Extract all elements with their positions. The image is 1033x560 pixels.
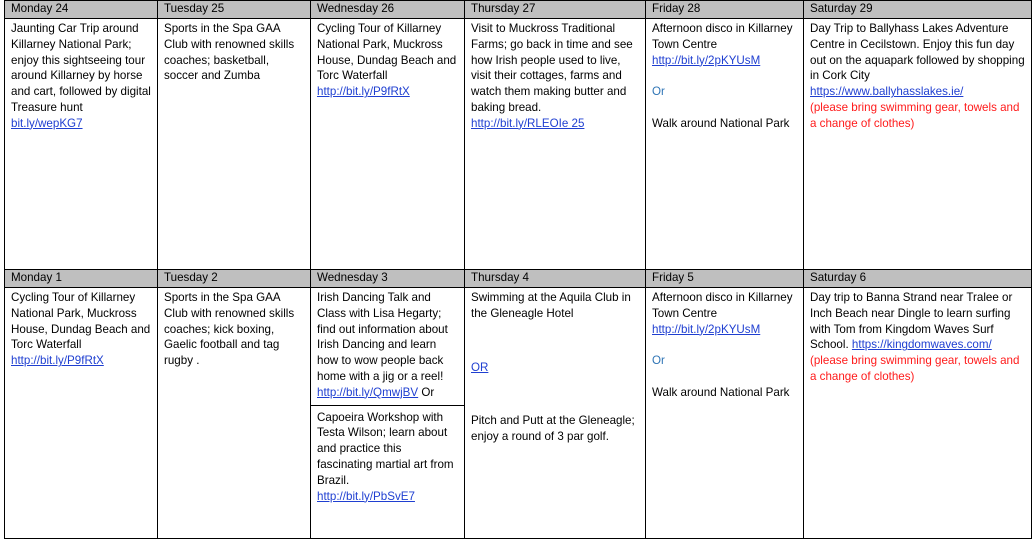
packing-note: (please bring swimming gear, towels and a change of clothes) bbox=[810, 100, 1020, 130]
week1-activity-row bbox=[5, 19, 1032, 270]
activity-description: Jaunting Car Trip around Killarney National Park; enjoy this sightseeing tour around Killarney by horse and cart, followed by digital Treasure hunt bbox=[11, 22, 151, 114]
activity-schedule-table bbox=[4, 0, 1032, 539]
activity-cell-tue-25 bbox=[158, 19, 311, 270]
activity-description: Day Trip to Ballyhass Lakes Adventure Centre in Cecilstown. Enjoy this fun day out on the aquapark followed by shopping in Cork City bbox=[810, 22, 1025, 83]
spacer bbox=[471, 322, 639, 360]
activity-link[interactable]: http://bit.ly/P9fRtX bbox=[317, 85, 410, 99]
spacer bbox=[652, 68, 797, 84]
activity-cell-thu-27 bbox=[465, 19, 646, 270]
activity-description: Sports in the Spa GAA Club with renowned skills coaches; basketball, soccer and Zumba bbox=[164, 22, 295, 83]
day-header: Saturday 29 bbox=[804, 1, 1032, 19]
activity-link[interactable]: http://bit.ly/P9fRtX bbox=[11, 354, 104, 368]
activity-link[interactable]: https://www.ballyhasslakes.ie/ bbox=[810, 85, 964, 99]
activity-cell-thu-4 bbox=[465, 288, 646, 539]
spacer bbox=[652, 337, 797, 353]
activity-link[interactable]: https://kingdomwaves.com/ bbox=[851, 338, 992, 352]
day-header: Tuesday 2 bbox=[158, 270, 311, 288]
activity-text: Day trip to Banna Strand near Tralee or Inch Beach near Dingle to learn surfing with Tom from Kingdom Waves Surf School. bbox=[810, 291, 1013, 352]
spacer bbox=[652, 100, 797, 116]
activity-link[interactable]: http://bit.ly/PbSvE7 bbox=[317, 489, 415, 503]
day-header: Saturday 6 bbox=[804, 270, 1032, 288]
wed-option-1 bbox=[311, 290, 464, 406]
week1-header-row bbox=[5, 1, 1032, 19]
activity-link[interactable]: http://bit.ly/2pKYUsM bbox=[652, 322, 761, 336]
alternative-activity: Walk around National Park bbox=[652, 385, 790, 399]
activity-link[interactable]: http://bit.ly/QmwjBV bbox=[317, 385, 419, 399]
day-header: Thursday 4 bbox=[465, 270, 646, 288]
alternative-activity: Walk around National Park bbox=[652, 116, 790, 130]
activity-description: Afternoon disco in Killarney Town Centre bbox=[652, 291, 793, 320]
week2-header-row bbox=[5, 270, 1032, 288]
activity-description: Cycling Tour of Killarney National Park, Muckross House, Dundag Beach and Torc Waterfall bbox=[11, 291, 151, 352]
alternative-activity: Pitch and Putt at the Gleneagle; enjoy a round of 3 par golf. bbox=[471, 414, 635, 444]
activity-link[interactable]: http://bit.ly/2pKYUsM bbox=[652, 53, 761, 67]
day-header: Monday 1 bbox=[5, 270, 158, 288]
activity-link[interactable]: http://bit.ly/RLEOIe 25 bbox=[471, 116, 585, 130]
day-header: Friday 28 bbox=[646, 1, 804, 19]
activity-link[interactable]: bit.ly/wepKG7 bbox=[11, 116, 83, 130]
packing-note: (please bring swimming gear, towels and a change of clothes) bbox=[810, 354, 1020, 383]
activity-description: Sports in the Spa GAA Club with renowned skills coaches; kick boxing, Gaelic football and tag rugby . bbox=[164, 291, 295, 368]
or-link[interactable]: OR bbox=[471, 360, 489, 374]
activity-description: Irish Dancing Talk and Class with Lisa Hegarty; find out information about Irish Dancing and learn how to wow people back home with a jig or a reel! bbox=[317, 291, 448, 383]
week2-activity-row bbox=[5, 288, 1032, 539]
activity-cell-tue-2 bbox=[158, 288, 311, 539]
or-separator: Or bbox=[418, 385, 435, 399]
activity-cell-mon-24 bbox=[5, 19, 158, 270]
activity-cell-mon-1 bbox=[5, 288, 158, 539]
day-header: Tuesday 25 bbox=[158, 1, 311, 19]
activity-description: Swimming at the Aquila Club in the Gleneagle Hotel bbox=[471, 291, 631, 320]
wed-option-2 bbox=[317, 406, 458, 505]
day-header: Monday 24 bbox=[5, 1, 158, 19]
day-header: Wednesday 3 bbox=[311, 270, 465, 288]
activity-cell-sat-6 bbox=[804, 288, 1032, 539]
activity-cell-sat-29 bbox=[804, 19, 1032, 270]
spacer bbox=[471, 375, 639, 413]
activity-description bbox=[810, 290, 1025, 353]
or-separator: Or bbox=[652, 85, 665, 99]
spacer bbox=[652, 369, 797, 385]
or-separator: Or bbox=[652, 354, 665, 368]
activity-cell-fri-5 bbox=[646, 288, 804, 539]
activity-description: Afternoon disco in Killarney Town Centre bbox=[652, 22, 793, 51]
activity-description: Visit to Muckross Traditional Farms; go back in time and see how Irish people used to live, visit their cottages, farms and watch them making butter and baking bread. bbox=[471, 22, 633, 114]
activity-cell-wed-3 bbox=[311, 288, 465, 539]
activity-description: Cycling Tour of Killarney National Park, Muckross House, Dundag Beach and Torc Waterfall bbox=[317, 22, 457, 83]
activity-cell-fri-28 bbox=[646, 19, 804, 270]
activity-description: Capoeira Workshop with Testa Wilson; learn about and practice this fascinating martial art from Brazil. bbox=[317, 410, 454, 487]
day-header: Thursday 27 bbox=[465, 1, 646, 19]
day-header: Wednesday 26 bbox=[311, 1, 465, 19]
day-header: Friday 5 bbox=[646, 270, 804, 288]
activity-cell-wed-26 bbox=[311, 19, 465, 270]
